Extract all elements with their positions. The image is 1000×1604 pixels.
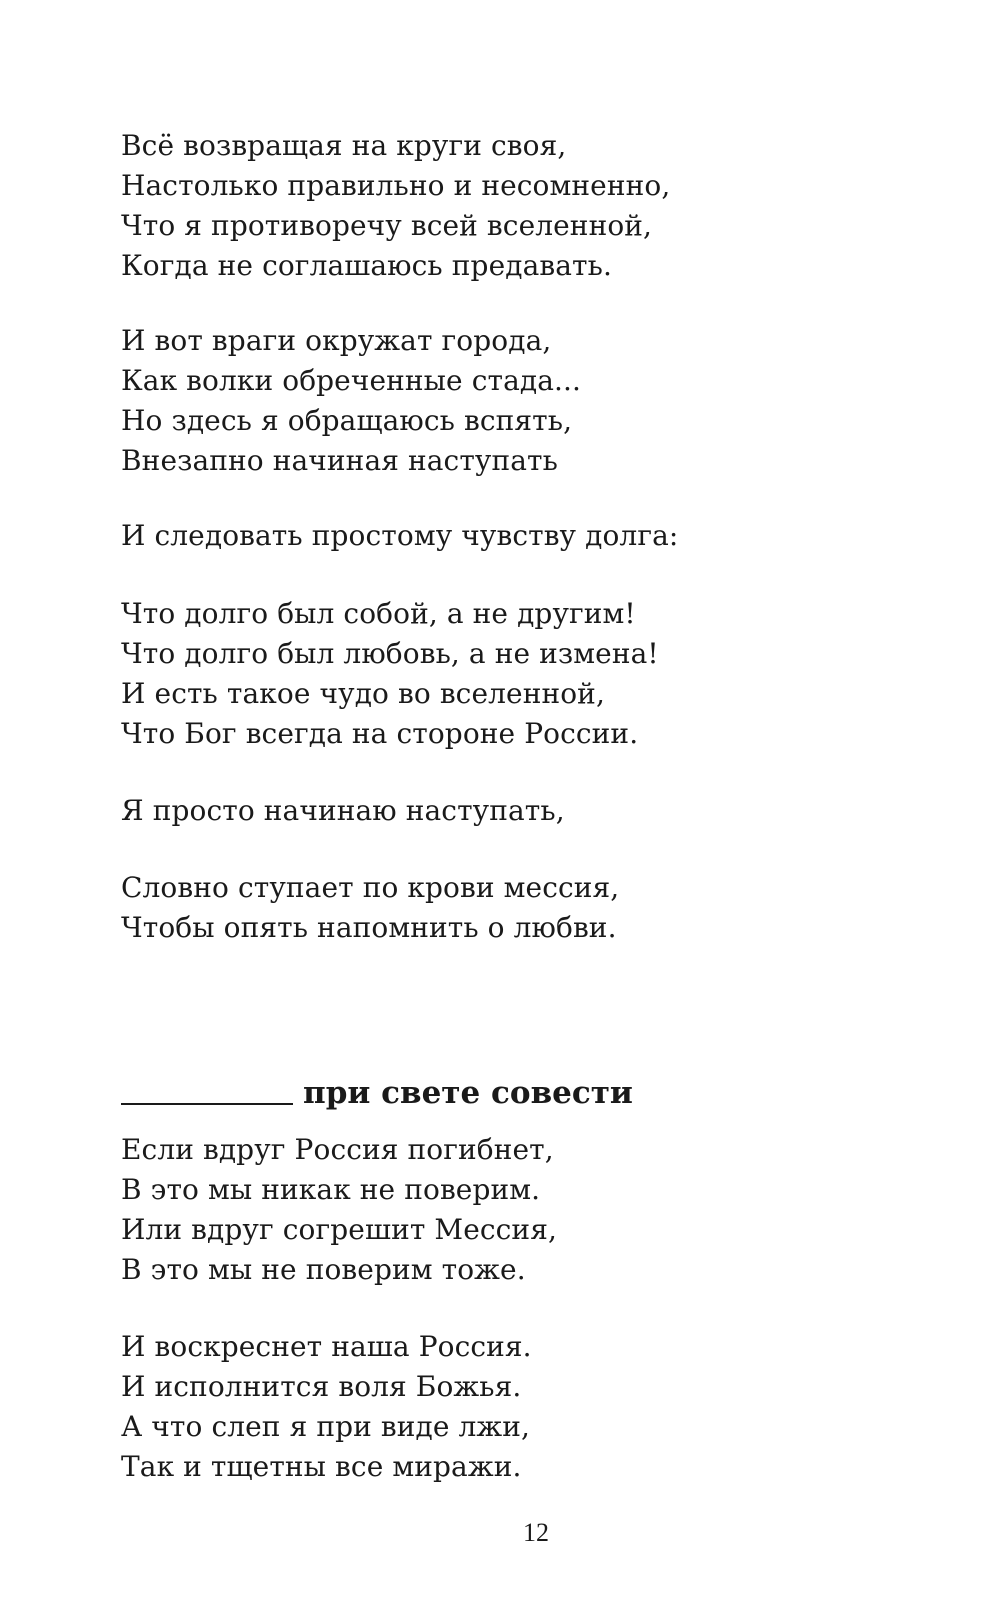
poem-line: А что слеп я при виде лжи, <box>121 1410 531 1443</box>
page-number: 12 <box>523 1518 549 1547</box>
title-rule <box>121 1103 293 1105</box>
poem-line: Настолько правильно и несомненно, <box>121 169 671 202</box>
poem-line: Но здесь я обращаюсь вспять, <box>121 404 573 437</box>
poem-line: И следовать простому чувству долга: <box>121 519 679 552</box>
stanza <box>121 1130 557 1290</box>
stanza <box>121 868 619 948</box>
poem-line: Или вдруг согрешит Мессия, <box>121 1213 557 1246</box>
poem-line: Что Бог всегда на стороне России. <box>121 717 639 750</box>
stanza <box>121 594 659 754</box>
stanza <box>121 126 670 286</box>
poem-line: Если вдруг Россия погибнет, <box>121 1133 554 1166</box>
poem-line: Словно ступает по крови мессия, <box>121 871 620 904</box>
poem-line: Что я противоречу всей вселенной, <box>121 209 653 242</box>
stanza <box>121 1327 532 1487</box>
section-title-text: при свете совести <box>303 1075 633 1111</box>
poem-line: Внезапно начиная наступать <box>121 444 558 477</box>
poem-line: Что долго был любовь, а не измена! <box>121 637 659 670</box>
poem-line: Что долго был собой, а не другим! <box>121 597 636 630</box>
poem-line: В это мы не поверим тоже. <box>121 1253 526 1286</box>
poem-line: Всё возвращая на круги своя, <box>121 129 567 162</box>
poem-line: Так и тщетны все миражи. <box>121 1450 522 1483</box>
section-title <box>121 1071 633 1115</box>
poem-line: И есть такое чудо во вселенной, <box>121 677 605 710</box>
poem-line: Я просто начинаю наступать, <box>121 794 565 827</box>
poem-line: И воскреснет наша Россия. <box>121 1330 532 1363</box>
poem-line: В это мы никак не поверим. <box>121 1173 541 1206</box>
stanza <box>121 516 678 556</box>
stanza <box>121 791 565 831</box>
stanza <box>121 321 581 481</box>
poem-line: И исполнится воля Божья. <box>121 1370 522 1403</box>
poem-line: Когда не соглашаюсь предавать. <box>121 249 612 282</box>
poem-line: И вот враги окружат города, <box>121 324 552 357</box>
poem-line: Чтобы опять напомнить о любви. <box>121 911 617 944</box>
poem-line: Как волки обреченные стада... <box>121 364 582 397</box>
